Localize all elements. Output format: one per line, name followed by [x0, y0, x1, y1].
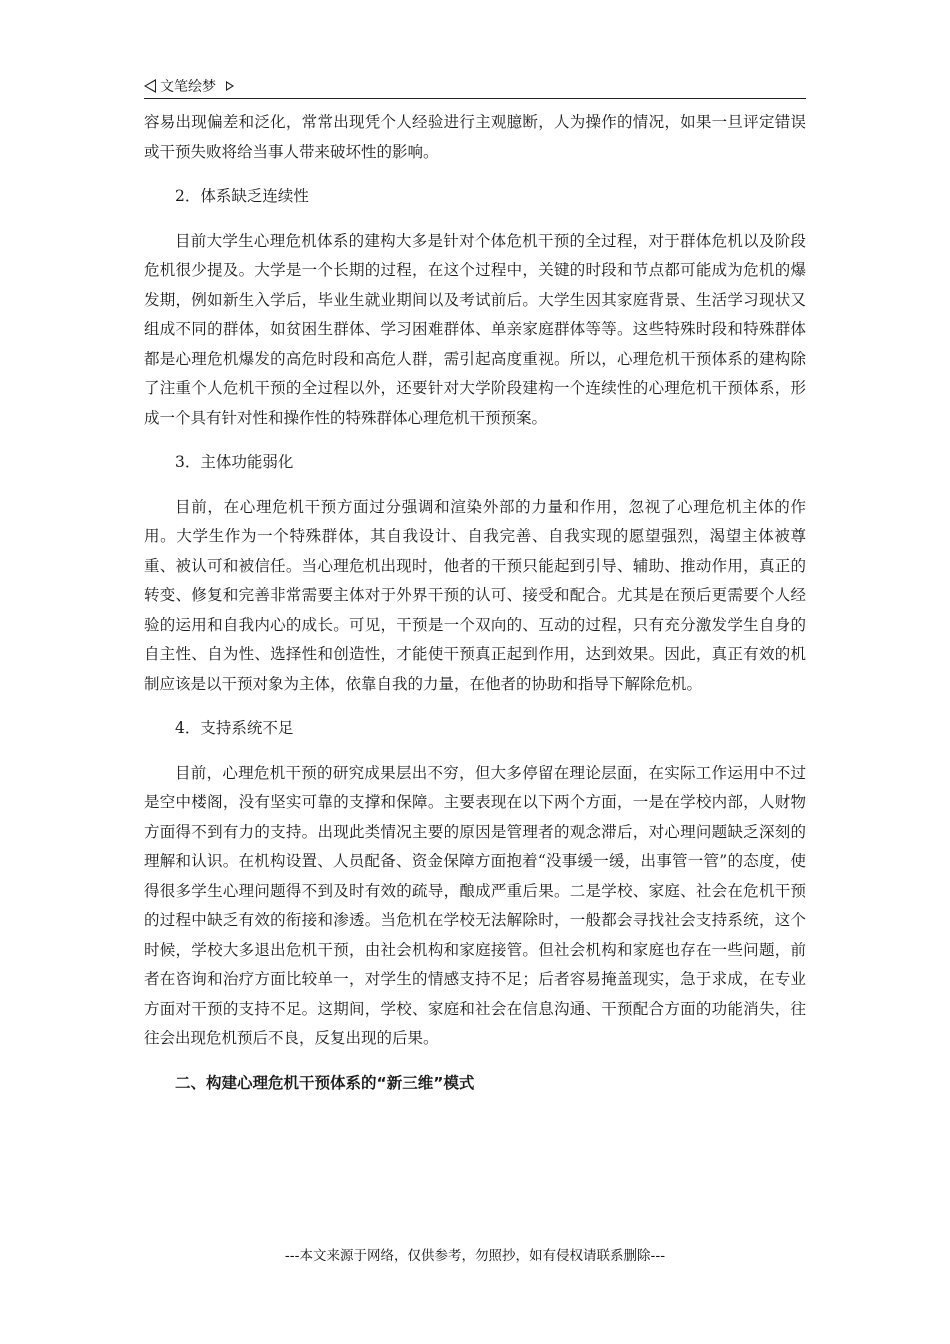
paragraph-continuity: 目前大学生心理危机体系的建构大多是针对个体危机干预的全过程，对于群体危机以及阶段危机很少提及。大学是一个长期的过程，在这个过程中，关键的时段和节点都可能成为危机的爆发期，例如新生入学后，毕业生就业期间以及考试前后。大学生因其家庭背景、生活学习现状又组成不同的群体，如贫困生群体、学习困难群体、单亲家庭群体等等。这些特殊时段和特殊群体都是心理危机爆发的高危时段和高危人群，需引起高度重视。所以，心理危机干预体系的建构除了注重个人危机干预的全过程以外，还要针对大学阶段建构一个连续性的心理危机干预体系，形成一个具有针对性和操作性的特殊群体心理危机干预预案。 [144, 231, 806, 427]
header-title: 文笔绘梦 [160, 79, 216, 95]
document-body [144, 108, 806, 1098]
subheading-support-system: 4．支持系统不足 [175, 719, 294, 737]
page-header [144, 74, 806, 99]
footer-notice: ---本文来源于网络，仅供参考，勿照抄，如有侵权请联系删除--- [284, 1248, 666, 1264]
subheading-continuity: 2．体系缺乏连续性 [175, 187, 309, 205]
paragraph-continued: 容易出现偏差和泛化，常常出现凭个人经验进行主观臆断，人为操作的情况，如果一旦评定错误或干预失败将给当事人带来破坏性的影响。 [144, 113, 806, 161]
subheading-subject-function: 3．主体功能弱化 [175, 453, 294, 471]
triangle-left-icon [144, 79, 156, 93]
section-heading: 二、构建心理危机干预体系的“新三维”模式 [175, 1073, 475, 1092]
paragraph-support-system: 目前，心理危机干预的研究成果层出不穷，但大多停留在理论层面，在实际工作运用中不过是空中楼阁，没有坚实可靠的支撑和保障。主要表现在以下两个方面，一是在学校内部，人财物方面得不到有力的支持。出现此类情况主要的原因是管理者的观念滞后，对心理问题缺乏深刻的理解和认识。在机构设置、人员配备、资金保障方面抱着“没事缓一缓，出事管一管”的态度，使得很多学生心理问题得不到及时有效的疏导，酿成严重后果。二是学校、家庭、社会在危机干预的过程中缺乏有效的衔接和渗透。当危机在学校无法解除时，一般都会寻找社会支持系统，这个时候，学校大多退出危机干预，由社会机构和家庭接管。但社会机构和家庭也存在一些问题，前者在咨询和治疗方面比较单一，对学生的情感支持不足；后者容易掩盖现实，急于求成，在专业方面对干预的支持不足。这期间，学校、家庭和社会在信息沟通、干预配合方面的功能消失，往往会出现危机预后不良，反复出现的后果。 [144, 763, 806, 1047]
triangle-right-icon [226, 81, 234, 91]
paragraph-subject-function: 目前，在心理危机干预方面过分强调和渲染外部的力量和作用，忽视了心理危机主体的作用。大学生作为一个特殊群体，其自我设计、自我完善、自我实现的愿望强烈，渴望主体被尊重、被认可和被信任。当心理危机出现时，他者的干预只能起到引导、辅助、推动作用，真正的转变、修复和完善非常需要主体对于外界干预的认可、接受和配合。尤其是在预后更需要个人经验的运用和自我内心的成长。可见，干预是一个双向的、互动的过程，只有充分激发学生自身的自主性、自为性、选择性和创造性，才能使干预真正起到作用，达到效果。因此，真正有效的机制应该是以干预对象为主体，依靠自我的力量，在他者的协助和指导下解除危机。 [144, 497, 806, 693]
